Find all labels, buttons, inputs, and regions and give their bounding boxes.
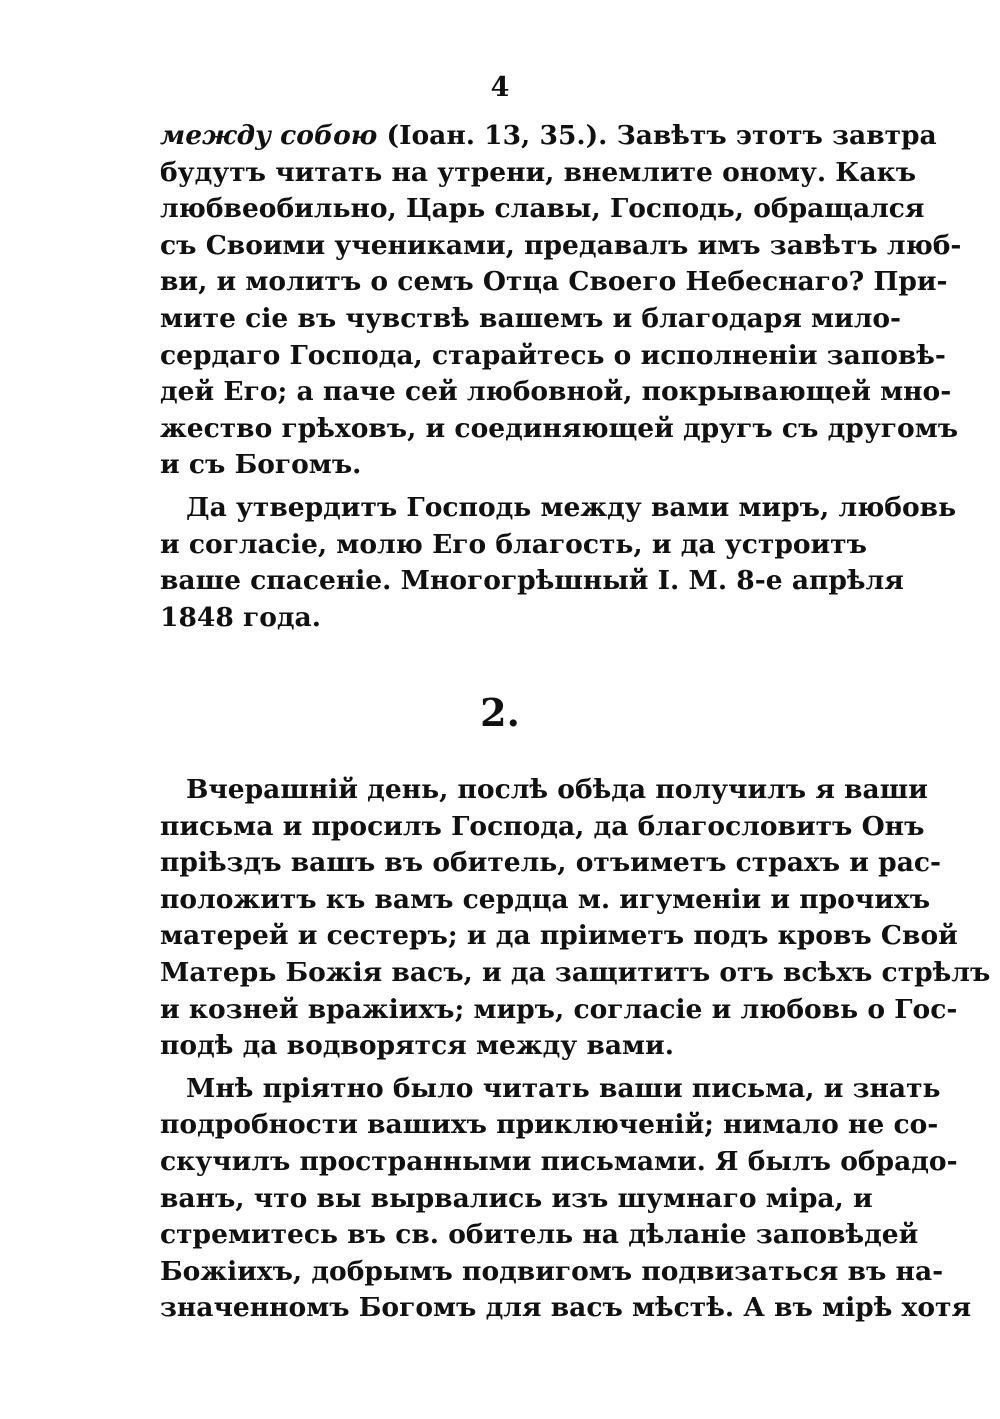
italic-phrase: между собою bbox=[160, 120, 378, 151]
text-line: любвеобильно, Царь славы, Господь, обращался bbox=[160, 193, 925, 225]
text-line: съ Своими учениками, предавалъ имъ завѣтъ люб- bbox=[160, 229, 962, 261]
text-line: 1848 года. bbox=[160, 601, 321, 633]
section-number: 2. bbox=[480, 690, 520, 735]
text-line: Божіихъ, добрымъ подвигомъ подвизаться въ на- bbox=[160, 1255, 944, 1287]
letter-1-ending bbox=[160, 118, 962, 636]
text-line bbox=[160, 118, 937, 155]
paragraph bbox=[160, 772, 991, 1065]
text-line: будутъ читать на утрени, внемлите оному. Какъ bbox=[160, 156, 917, 188]
letter-2-body bbox=[160, 772, 991, 1327]
text-line: дей Его; а паче сей любовной, покрывающей мно- bbox=[160, 376, 952, 408]
text-line: подробности вашихъ приключеній; нимало не со- bbox=[160, 1109, 939, 1141]
text-line: мите сіе въ чувствѣ вашемъ и благодаря мило- bbox=[160, 302, 902, 334]
text-line: подѣ да водворятся между вами. bbox=[160, 1030, 674, 1062]
text-line: сердаго Господа, старайтесь о исполненіи заповѣ- bbox=[160, 339, 946, 371]
text-line: значенномъ Богомъ для васъ мѣстѣ. А въ мірѣ хотя bbox=[160, 1292, 972, 1324]
text-line: Матерь Божія васъ, и да защититъ отъ всѣхъ стрѣлъ bbox=[160, 956, 991, 988]
text-line: положитъ къ вамъ сердца м. игуменіи и прочихъ bbox=[160, 883, 931, 915]
text-line: скучилъ пространными письмами. Я былъ обрадо- bbox=[160, 1145, 958, 1177]
text-line: Да утвердитъ Господь между вами миръ, любовь bbox=[186, 491, 957, 523]
text-line: пріѣздъ вашъ въ обитель, отъиметъ страхъ и рас- bbox=[160, 847, 941, 879]
paragraph bbox=[160, 1071, 972, 1327]
paragraph bbox=[160, 490, 957, 636]
text-line: ваше спасеніе. Многогрѣшный І. М. 8-е апрѣля bbox=[160, 565, 904, 597]
text-line: ви, и молитъ о семъ Отца Своего Небеснаго? При- bbox=[160, 266, 948, 298]
text-line: жество грѣховъ, и соединяющей другъ съ другомъ bbox=[160, 412, 959, 444]
text-line: письма и просилъ Господа, да благословитъ Онъ bbox=[160, 810, 925, 842]
text-line: и согласіе, молю Его благость, и да устроитъ bbox=[160, 528, 867, 560]
paragraph bbox=[160, 118, 962, 484]
text-line: ванъ, что вы вырвались изъ шумнаго міра, и bbox=[160, 1182, 873, 1214]
page-number: 4 bbox=[490, 72, 510, 103]
text-line: Мнѣ пріятно было читать ваши письма, и знать bbox=[186, 1072, 941, 1104]
text-line: Вчерашній день, послѣ обѣда получилъ я ваши bbox=[186, 774, 928, 805]
text-line: матерей и сестеръ; и да пріиметъ подъ кровъ Свой bbox=[160, 920, 958, 952]
text-line: и козней вражіихъ; миръ, согласіе и любовь о Гос- bbox=[160, 993, 958, 1025]
text-fragment: (Іоан. 13, 35.). Завѣтъ этотъ завтра bbox=[377, 120, 937, 151]
text-line: стремитесь въ св. обитель на дѣланіе заповѣдей bbox=[160, 1219, 919, 1251]
text-line: и съ Богомъ. bbox=[160, 449, 362, 481]
